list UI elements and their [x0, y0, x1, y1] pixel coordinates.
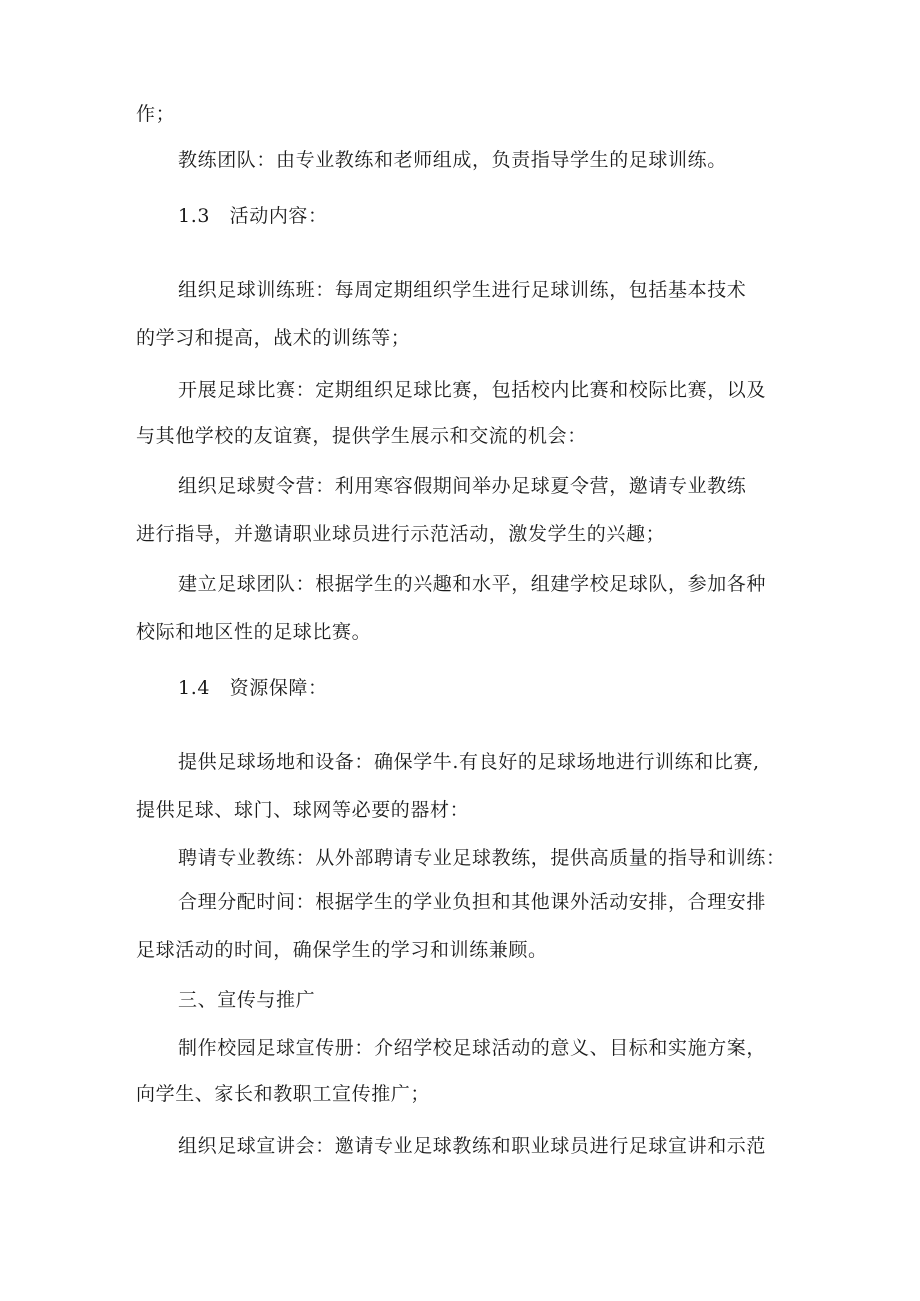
paragraph-seminar-line1: 组织足球宣讲会：邀请专业足球教练和职业球员进行足球宣讲和示范 [178, 1135, 767, 1157]
paragraph-camp-line1: 组织足球熨令营：利用寒容假期间举办足球夏令营，邀请专业教练 [178, 475, 747, 497]
paragraph-training-class-line2: 的学习和提高，战术的训练等； [136, 327, 411, 349]
paragraph-facilities-line2: 提供足球、球门、球网等必要的器材： [136, 799, 470, 821]
paragraph-camp-line2: 进行指导，并邀请职业球员进行示范活动，激发学生的兴趣； [136, 523, 666, 545]
paragraph-brochure-line2: 向学生、家长和教职工宣传推广； [136, 1083, 431, 1105]
paragraph-matches-line1: 开展足球比赛：定期组织足球比赛，包括校内比赛和校际比赛，以及 [178, 379, 767, 401]
paragraph-brochure-line1: 制作校园足球宣传册：介绍学校足球活动的意义、目标和实施方案， [178, 1037, 767, 1059]
paragraph-hire-coaches: 聘请专业教练：从外部聘请专业足球教练，提供高质量的指导和训练： [178, 847, 786, 869]
paragraph-matches-line2: 与其他学校的友谊赛，提供学生展示和交流的机会： [136, 425, 587, 447]
paragraph-continuation: 作； [136, 103, 176, 125]
paragraph-coaching-team: 教练团队：由专业教练和老师组成，负责指导学生的足球训练。 [178, 149, 727, 171]
paragraph-team-line1: 建立足球团队：根据学生的兴趣和水平，组建学校足球队，参加各种 [178, 573, 767, 595]
section-heading-promotion: 三、宣传与推广 [178, 989, 316, 1011]
paragraph-training-class-line1: 组织足球训练班：每周定期组织学生进行足球训练，包括基本技术 [178, 279, 747, 301]
section-heading-resources: 1.4 资源保障： [178, 677, 328, 699]
section-heading-activities: 1.3 活动内容： [178, 205, 328, 227]
paragraph-time-line2: 足球活动的时间，确保学生的学习和训练兼顾。 [136, 939, 548, 961]
paragraph-facilities-line1: 提供足球场地和设备：确保学牛.有良好的足球场地进行训练和比赛, [178, 751, 760, 773]
paragraph-time-line1: 合理分配时间：根据学生的学业负担和其他课外活动安排，合理安排 [178, 891, 767, 913]
paragraph-team-line2: 校际和地区性的足球比赛。 [136, 621, 372, 643]
